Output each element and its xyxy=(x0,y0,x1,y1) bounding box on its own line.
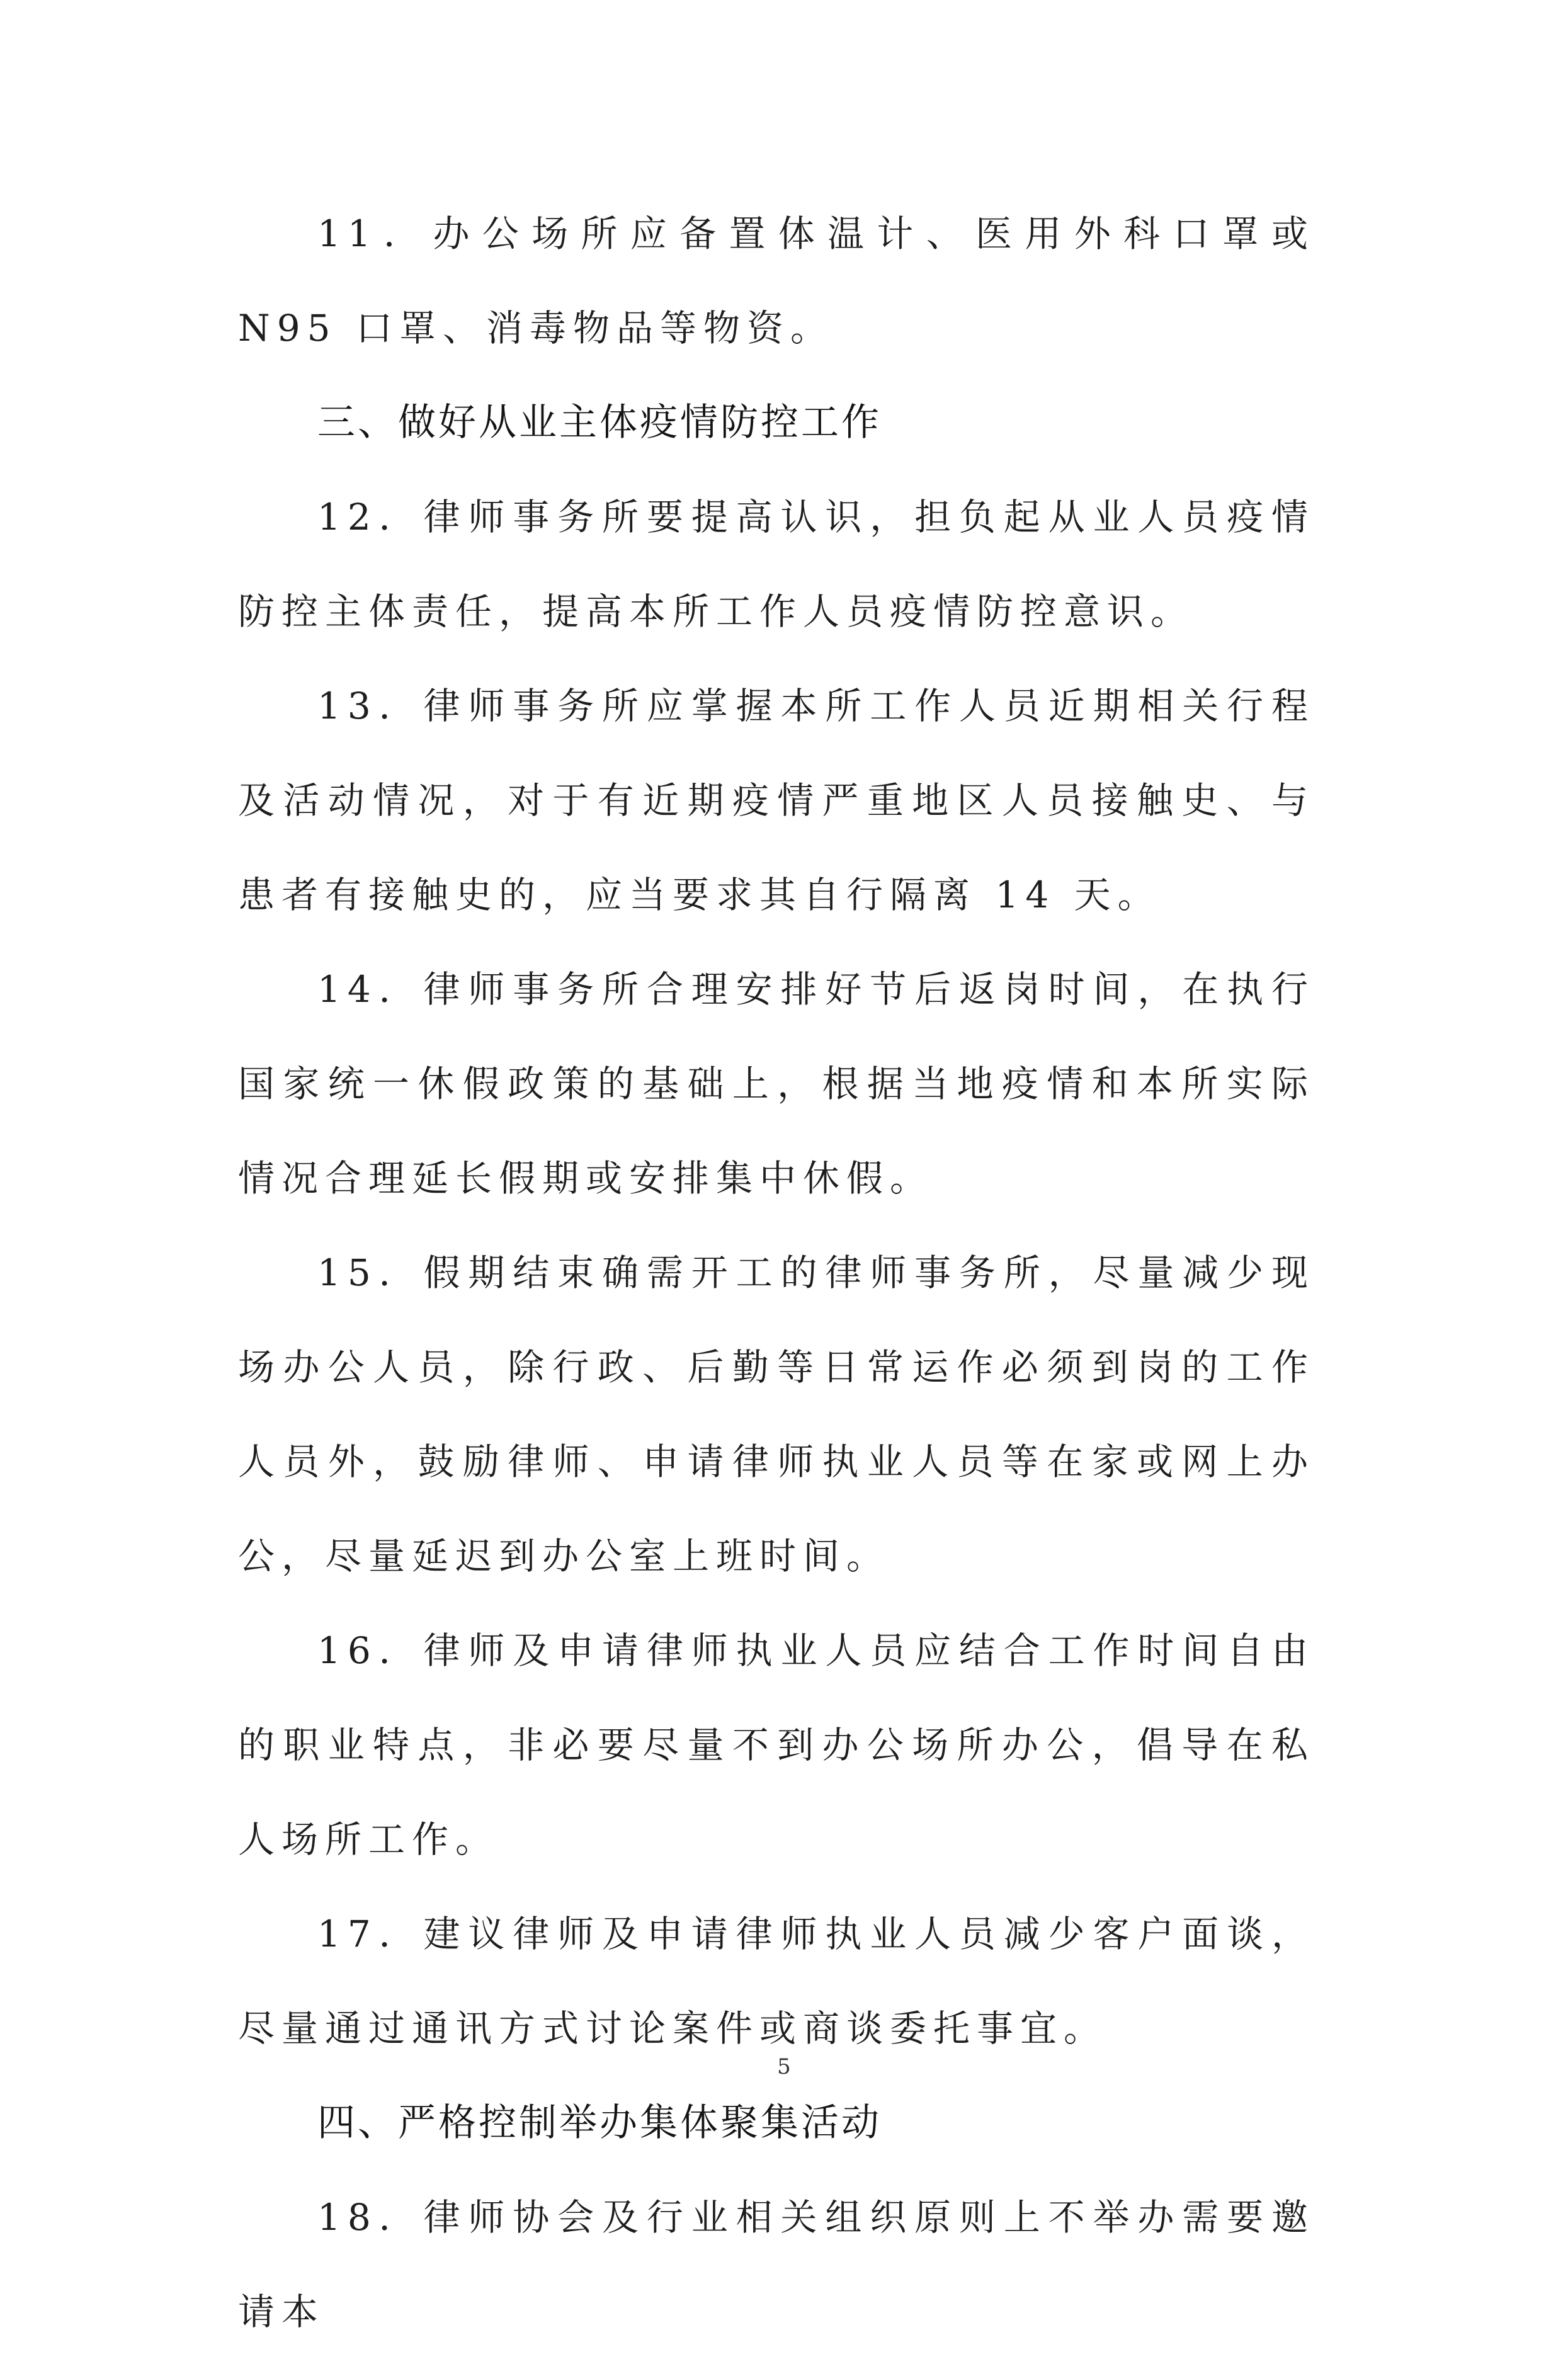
paragraph-item-16: 16．律师及申请律师执业人员应结合工作时间自由的职业特点，非必要尽量不到办公场所办公，倡导在私人场所工作。 xyxy=(238,1629,1315,1861)
section-heading-4: 四、严格控制举办集体聚集活动 xyxy=(317,2101,882,2145)
paragraph-item-12: 12．律师事务所要提高认识，担负起从业人员疫情防控主体责任，提高本所工作人员疫情防控意识。 xyxy=(238,496,1315,633)
paragraph-item-14: 14．律师事务所合理安排好节后返岗时间，在执行国家统一休假政策的基础上，根据当地疫情和本所实际情况合理延长假期或安排集中休假。 xyxy=(238,968,1315,1200)
section-heading-3: 三、做好从业主体疫情防控工作 xyxy=(317,401,882,445)
paragraph-item-15: 15．假期结束确需开工的律师事务所，尽量减少现场办公人员，除行政、后勤等日常运作必须到岗的工作人员外，鼓励律师、申请律师执业人员等在家或网上办公，尽量延迟到办公室上班时间。 xyxy=(238,1251,1315,1577)
document-body xyxy=(238,186,1315,2359)
paragraph-item-11: 11．办公场所应备置体温计、医用外科口罩或 N95 口罩、消毒物品等物资。 xyxy=(238,212,1315,350)
page-number: 5 xyxy=(777,2054,791,2079)
paragraph-item-18: 18．律师协会及行业相关组织原则上不举办需要邀请本 xyxy=(238,2196,1315,2333)
paragraph-item-13: 13．律师事务所应掌握本所工作人员近期相关行程及活动情况，对于有近期疫情严重地区人员接触史、与患者有接触史的，应当要求其自行隔离 14 天。 xyxy=(238,685,1315,916)
paragraph-item-17: 17．建议律师及申请律师执业人员减少客户面谈，尽量通过通讯方式讨论案件或商谈委托事宜。 xyxy=(238,1913,1315,2050)
